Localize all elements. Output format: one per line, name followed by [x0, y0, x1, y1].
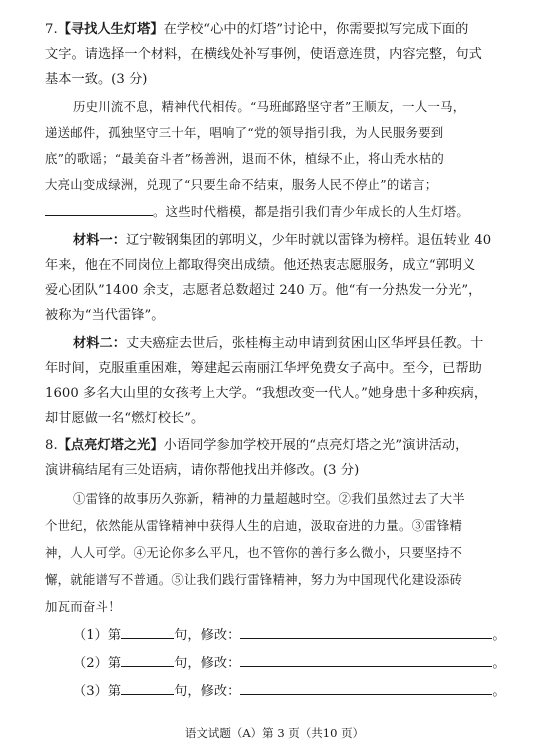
- sentence-number-blank[interactable]: [121, 654, 174, 667]
- sentence-number-blank[interactable]: [121, 682, 174, 695]
- q7-material1-label: 材料一：: [73, 233, 126, 248]
- q7-material2-text: 丈夫癌症去世后，张桂梅主动申请到贫困山区华坪县任教。十: [125, 336, 484, 351]
- q8-prompt-line1: 小语同学参加学校开展的“点亮灯塔之光”演讲活动，: [163, 438, 469, 453]
- q7-material1-line: 被称为“当代雷锋”。: [45, 308, 165, 323]
- q7-passage-line: 历史川流不息，精神代代相传。“马班邮路坚守者”王顺友，一人一马，: [73, 99, 466, 114]
- answer-end: 。: [492, 656, 506, 671]
- q7-material2-line: 1600 多名大山里的女孩考上大学。“我想改变一代人。”她身患十多种疾病，: [45, 386, 488, 401]
- answer-number: （1）第: [73, 628, 122, 643]
- q7-material2-label: 材料二：: [73, 336, 126, 351]
- q7-passage-line: 底”的歌谣；“最美奋斗者”杨善洲，退而不休，植绿不止，将山秃水枯的: [45, 151, 444, 166]
- q7-answer-blank[interactable]: [45, 203, 153, 216]
- q7-passage-line: 递送邮件，孤独坚守三十年，唱响了“党的领导指引我，为人民服务要到: [45, 125, 444, 140]
- q7-material2-line: [73, 336, 483, 352]
- page-footer: 语文试题（A）第 3 页（共10 页）: [184, 726, 365, 740]
- q7-passage-last-line: [45, 203, 469, 220]
- answer-revise-label: 句，修改：: [174, 684, 241, 699]
- answer-number: （3）第: [73, 684, 122, 699]
- q8-passage-line: 神，人人可学。④无论你多么平凡，也不管你的善行多么微小，只要坚持不: [45, 545, 463, 560]
- q8-passage-line: 懈，就能谱写不普通。⑤让我们践行雷锋精神，努力为中国现代化建设添砖: [45, 572, 463, 587]
- q8-answer-row: [73, 682, 506, 700]
- q7-material1-line: 年来，他在不同岗位上都取得突出成绩。他还热衷志愿服务，成立“郭明义: [45, 258, 476, 273]
- q8-answer-row: [73, 654, 506, 672]
- q8-prompt-line2: 演讲稿结尾有三处语病，请你帮他找出并修改。(3 分): [45, 463, 360, 478]
- q7-number: 7.: [45, 22, 58, 37]
- q8-passage-line: 个世纪，依然能从雷锋精神中获得人生的启迪，汲取奋进的力量。③雷锋精: [45, 518, 463, 533]
- answer-end: 。: [492, 684, 506, 699]
- q7-material2-line: 却甘愿做一名“燃灯校长”。: [45, 411, 205, 426]
- answer-revise-label: 句，修改：: [174, 656, 241, 671]
- revision-blank[interactable]: [240, 654, 492, 667]
- sentence-number-blank[interactable]: [121, 626, 174, 639]
- q8-heading: [45, 438, 468, 454]
- q7-passage-end: 。这些时代楷模，都是指引我们青少年成长的人生灯塔。: [153, 204, 470, 219]
- answer-number: （2）第: [73, 656, 122, 671]
- q7-material1-line: [73, 233, 491, 249]
- q8-title: 【点亮灯塔之光】: [57, 438, 164, 453]
- revision-blank[interactable]: [240, 626, 492, 639]
- answer-revise-label: 句，修改：: [174, 628, 241, 643]
- q8-number: 8.: [45, 438, 58, 453]
- q7-material1-text: 辽宁鞍钢集团的郭明义，少年时就以雷锋为榜样。退伍转业 40: [125, 233, 492, 248]
- q7-material1-line: 爱心团队”1400 余支，志愿者总数超过 240 万。他“有一分热发一分光”，: [45, 283, 482, 298]
- q8-passage-line: 加瓦而奋斗！: [45, 599, 121, 614]
- q8-answer-row: [73, 626, 506, 644]
- q8-passage-line: ①雷锋的故事历久弥新，精神的力量超越时空。②我们虽然过去了大半: [73, 491, 465, 506]
- answer-end: 。: [492, 628, 506, 643]
- q7-passage-line: 大亮山变成绿洲，兑现了“只要生命不结束，服务人民不停止”的诺言；: [45, 177, 438, 192]
- q7-heading: [45, 22, 468, 38]
- revision-blank[interactable]: [240, 682, 492, 695]
- q7-prompt-line2: 文字。请选择一个材料，在横线处补写事例，使语意连贯，内容完整，句式: [45, 47, 482, 62]
- q7-prompt-line3: 基本一致。(3 分): [45, 72, 148, 87]
- q7-title: 【寻找人生灯塔】: [57, 22, 164, 37]
- q7-prompt-line1: 在学校“心中的灯塔”讨论中，你需要拟写完成下面的: [163, 22, 469, 37]
- q7-material2-line: 年时间，克服重重困难，筹建起云南丽江华坪免费女子高中。至今，已帮助: [45, 361, 482, 376]
